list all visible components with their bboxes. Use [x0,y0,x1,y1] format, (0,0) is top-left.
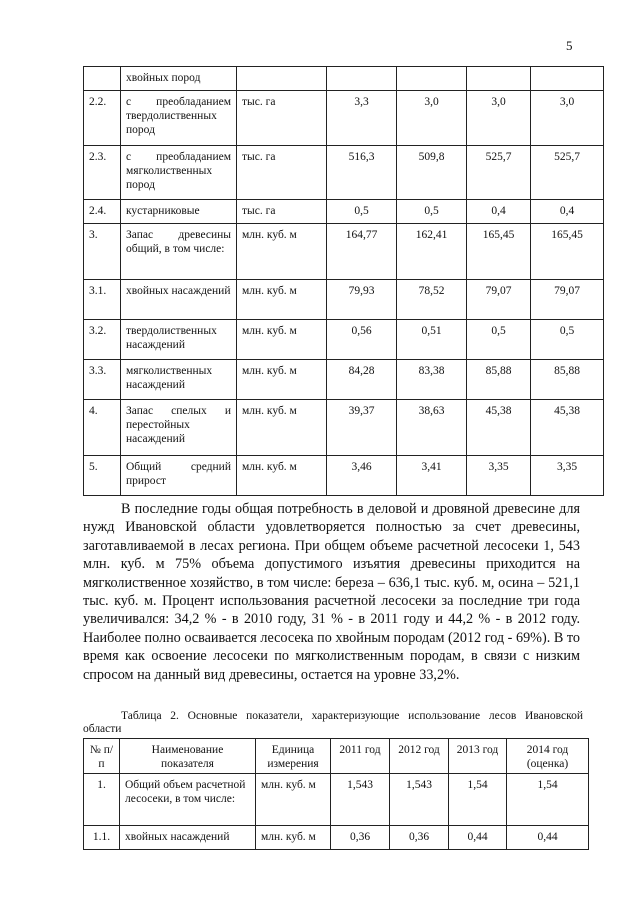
table-row [84,224,604,280]
unit-cell: млн. куб. м [237,456,327,496]
indicator-name-cell: хвойных пород [121,67,237,91]
indicator-name-cell: мягколиственных насаждений [121,360,237,400]
table-row [84,360,604,400]
value-cell: 1,543 [331,774,390,826]
unit-cell: тыс. га [237,146,327,200]
value-cell [327,67,397,91]
value-cell: 0,5 [467,320,531,360]
table-header-row [84,739,589,774]
table-row [84,67,604,91]
value-cell: 0,4 [467,200,531,224]
table-row [84,826,589,850]
value-cell: 3,0 [467,91,531,146]
value-cell: 525,7 [531,146,604,200]
value-cell: 79,07 [531,280,604,320]
forest-use-table [83,738,589,850]
value-cell: 1,543 [390,774,449,826]
row-number-cell [84,67,121,91]
forest-fund-table [83,66,604,496]
unit-cell: млн. куб. м [237,400,327,456]
indicator-name-cell: Общий средний прирост [121,456,237,496]
indicator-name-cell: хвойных насаждений [121,280,237,320]
row-number-cell: 5. [84,456,121,496]
row-number-cell: 3.3. [84,360,121,400]
value-cell [531,67,604,91]
value-cell: 45,38 [531,400,604,456]
unit-cell: млн. куб. м [237,360,327,400]
row-number-cell: 2.2. [84,91,121,146]
row-number-cell: 4. [84,400,121,456]
value-cell: 0,36 [390,826,449,850]
table-caption: Таблица 2. Основные показатели, характеризующие использование лесов Ивановской области [83,710,583,735]
value-cell: 3,46 [327,456,397,496]
unit-cell: млн. куб. м [237,280,327,320]
value-cell: 516,3 [327,146,397,200]
value-cell: 0,51 [397,320,467,360]
value-cell: 83,38 [397,360,467,400]
value-cell: 78,52 [397,280,467,320]
table-row [84,320,604,360]
value-cell: 165,45 [531,224,604,280]
value-cell: 0,4 [531,200,604,224]
value-cell: 0,44 [507,826,589,850]
value-cell: 3,35 [531,456,604,496]
value-cell: 3,3 [327,91,397,146]
indicator-name-cell: Запас древесины общий, в том числе: [121,224,237,280]
header-cell: Наименование показателя [120,739,256,774]
value-cell: 0,36 [331,826,390,850]
value-cell: 84,28 [327,360,397,400]
value-cell: 525,7 [467,146,531,200]
value-cell: 79,93 [327,280,397,320]
value-cell: 85,88 [467,360,531,400]
unit-cell: млн. куб. м [256,774,331,826]
indicator-name-cell: с преобладанием твердолиственных пород [121,91,237,146]
indicator-name-cell: Общий объем расчетной лесосеки, в том числе: [120,774,256,826]
table-row [84,280,604,320]
value-cell: 0,5 [397,200,467,224]
page-number: 5 [566,38,573,53]
value-cell: 85,88 [531,360,604,400]
value-cell: 1,54 [507,774,589,826]
header-cell: 2013 год [449,739,507,774]
indicator-name-cell: с преобладанием мягколиственных пород [121,146,237,200]
table-row [84,91,604,146]
unit-cell: млн. куб. м [237,224,327,280]
value-cell: 3,0 [397,91,467,146]
value-cell: 0,44 [449,826,507,850]
row-number-cell: 2.4. [84,200,121,224]
value-cell: 38,63 [397,400,467,456]
unit-cell: тыс. га [237,91,327,146]
value-cell: 164,77 [327,224,397,280]
unit-cell: тыс. га [237,200,327,224]
row-number-cell: 2.3. [84,146,121,200]
unit-cell: млн. куб. м [256,826,331,850]
indicator-name-cell: Запас спелых и перестойных насаждений [121,400,237,456]
header-cell: 2011 год [331,739,390,774]
row-number-cell: 3.2. [84,320,121,360]
row-number-cell: 3. [84,224,121,280]
value-cell: 0,5 [531,320,604,360]
value-cell [467,67,531,91]
value-cell: 0,56 [327,320,397,360]
value-cell: 509,8 [397,146,467,200]
header-cell: 2012 год [390,739,449,774]
value-cell: 165,45 [467,224,531,280]
header-cell: Единица измерения [256,739,331,774]
indicator-name-cell: хвойных насаждений [120,826,256,850]
row-number-cell: 3.1. [84,280,121,320]
indicator-name-cell: кустарниковые [121,200,237,224]
header-cell: 2014 год (оценка) [507,739,589,774]
value-cell: 39,37 [327,400,397,456]
value-cell: 3,35 [467,456,531,496]
table-row [84,146,604,200]
row-number-cell: 1. [84,774,120,826]
body-paragraph: В последние годы общая потребность в деловой и дровяной древесине для нужд Ивановской области удовлетворяется полностью за счет древесины, заготавливаемой в лесах региона. При общем объеме расчетной лесосеки 1, 543 млн. куб. м 75% объема допустимого изъятия древесины приходится на мягколиственное хозяйство, в том числе: береза – 636,1 тыс. куб. м, осина – 521,1 тыс. куб. м. Процент использования расчетной лесосеки за последние три года увеличивался: 34,2 % - в 2010 году, 31 % - в 2011 году и 44,2 % - в 2012 году. Наиболее полно осваивается лесосека по хвойным породам (2012 год - 69%). В то время как освоение лесосеки по мягколиственным породам, в связи с низким спросом на данный вид древесины, остается на уровне 33,2%. [83,501,580,683]
value-cell: 162,41 [397,224,467,280]
table-row [84,456,604,496]
row-number-cell: 1.1. [84,826,120,850]
value-cell: 3,41 [397,456,467,496]
value-cell: 79,07 [467,280,531,320]
table-row [84,200,604,224]
unit-cell [237,67,327,91]
unit-cell: млн. куб. м [237,320,327,360]
value-cell: 1,54 [449,774,507,826]
table-row [84,400,604,456]
value-cell [397,67,467,91]
value-cell: 45,38 [467,400,531,456]
header-cell: № п/п [84,739,120,774]
value-cell: 0,5 [327,200,397,224]
table-row [84,774,589,826]
indicator-name-cell: твердолиственных насаждений [121,320,237,360]
value-cell: 3,0 [531,91,604,146]
